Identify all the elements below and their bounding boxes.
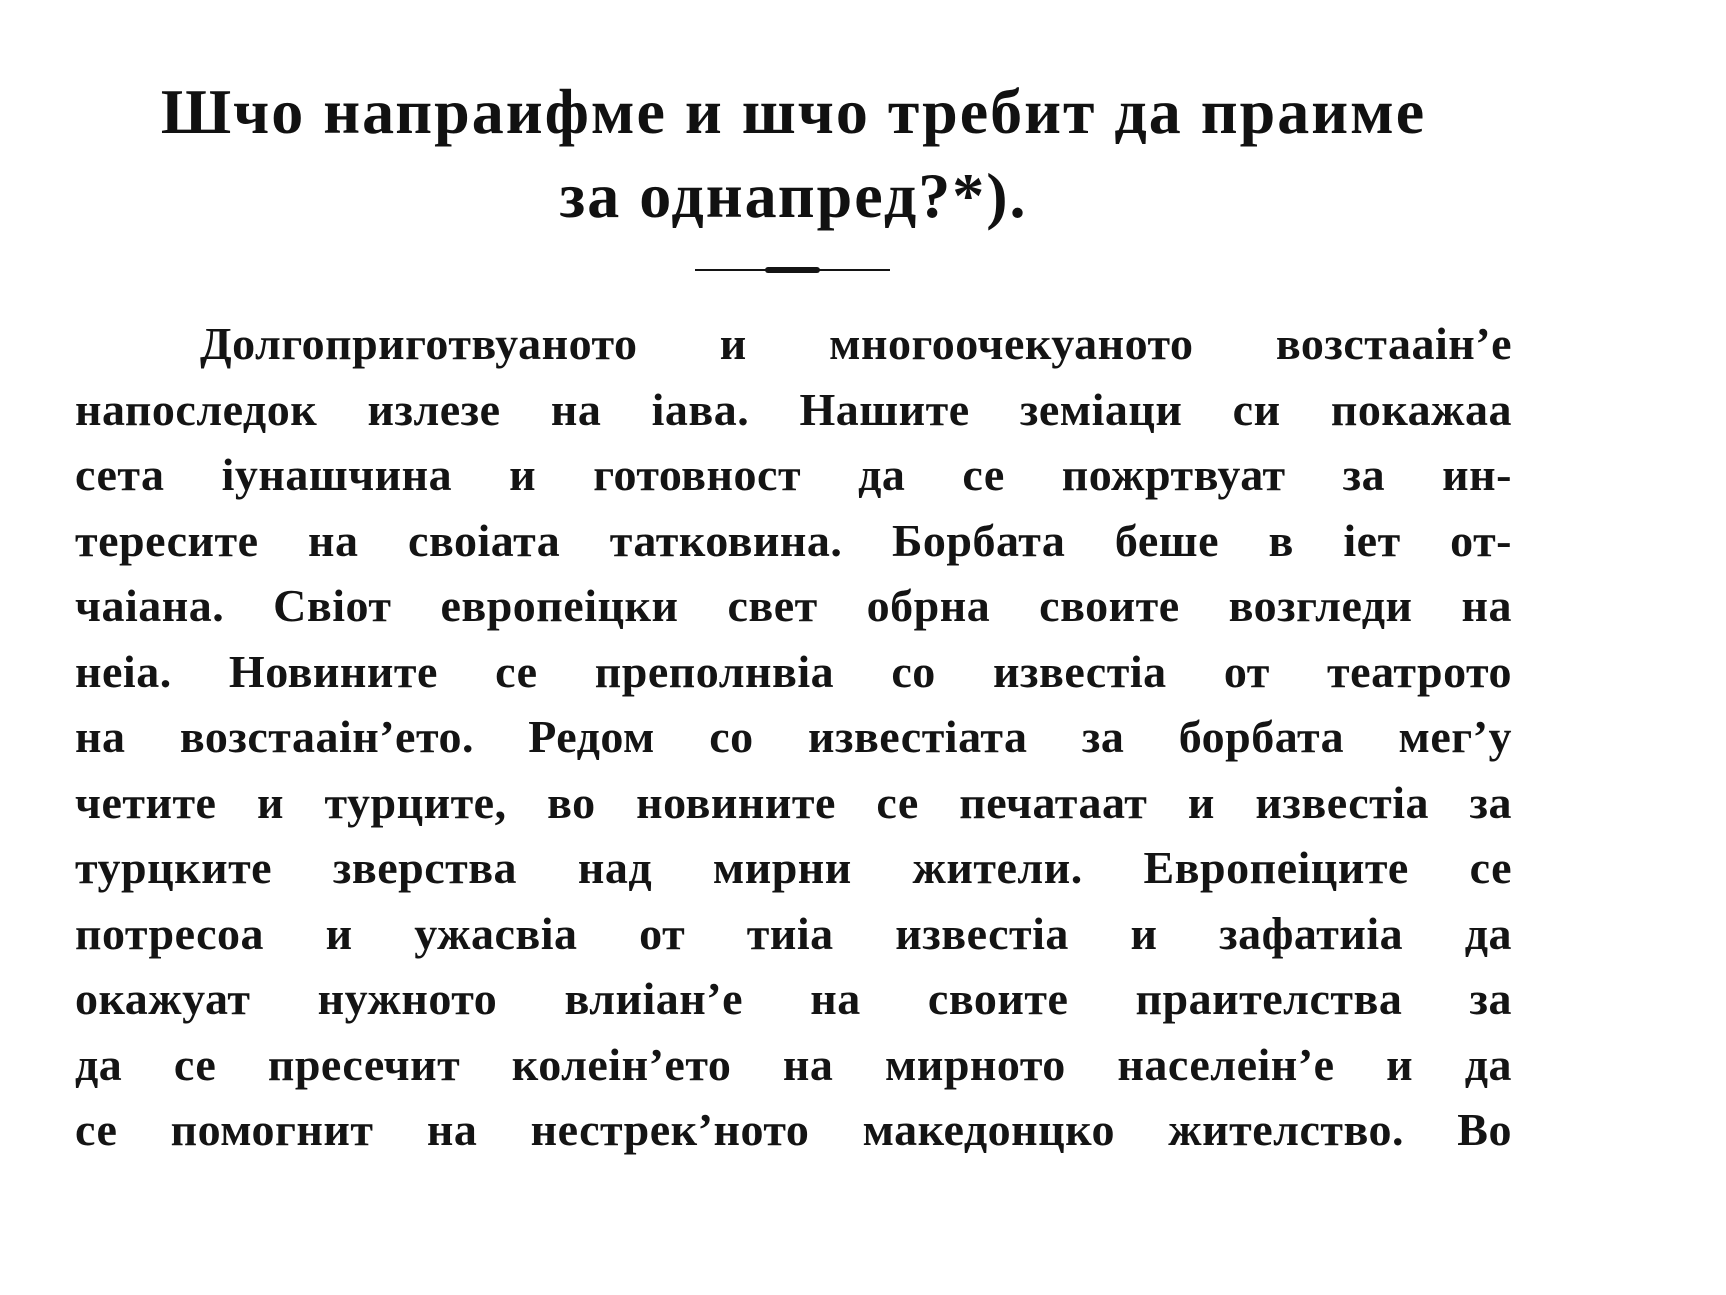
body-line: окажуат нужното влиіан’е на своите праителства за xyxy=(75,973,1512,1024)
body-line: четите и турците, во новините се печатаат и известіа за xyxy=(75,776,1512,828)
body-line: потресоа и ужасвіа от тиіа известіа и зафатиіа да xyxy=(75,907,1512,959)
divider-rule xyxy=(695,262,890,278)
body-line: турцките зверства над мирни жители. Европеіците се xyxy=(75,842,1512,893)
title-divider xyxy=(695,262,890,278)
body-line: чаіана. Свіот европеіцки свет обрна своите возгледи на xyxy=(75,580,1512,631)
article-title xyxy=(75,70,1512,238)
body-line: се помогнит на нестрек’ното македонцко жителство. Во xyxy=(75,1104,1512,1155)
body-line: напоследок излезе на іава. Нашите земіаци си покажаа xyxy=(75,383,1512,435)
body-line: на возстааін’ето. Редом со известіата за борбата мег’у xyxy=(75,711,1512,762)
article-body xyxy=(75,311,1512,1163)
body-line: сета іунашчина и готовност да се пожртвуат за ин- xyxy=(75,449,1512,500)
body-line: тересите на своіата татковина. Борбата беше в іет от- xyxy=(75,514,1512,566)
body-line: да се пресечит колеін’ето на мирното населеін’е и да xyxy=(75,1038,1512,1090)
body-line: Долгоприготвуаното и многоочекуаното возстааін’е xyxy=(200,318,1512,369)
title-line-1: Шчо напраифме и шчо требит да праиме xyxy=(160,76,1427,147)
title-line-2: за однапред?*). xyxy=(559,160,1028,231)
body-line: неіа. Новините се преполнвіа со известіа от театрото xyxy=(75,645,1512,697)
